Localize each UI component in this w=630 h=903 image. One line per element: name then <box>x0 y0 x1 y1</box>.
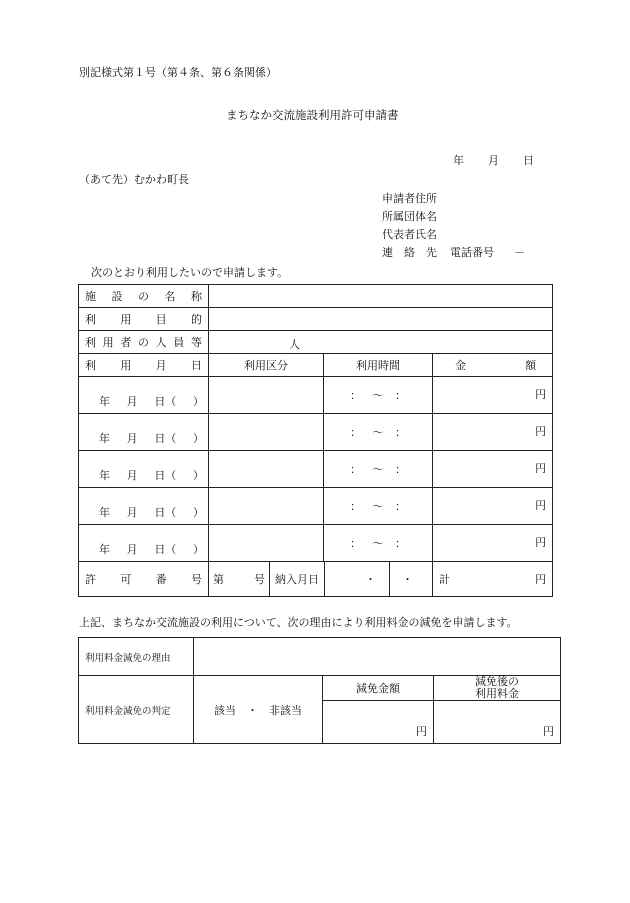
row-amount[interactable]: 円 <box>433 488 553 525</box>
intro-text: 次のとおり利用したいので申請します。 <box>91 266 289 279</box>
table-row <box>79 414 553 451</box>
applicant-phone-separator: － <box>514 246 525 259</box>
payment-spacer <box>390 562 433 597</box>
applicant-contact-label: 連 絡 先 <box>382 246 437 259</box>
reduced-amount-field[interactable]: 円 <box>323 701 434 744</box>
header-row <box>79 354 553 377</box>
facility-name-label: 施 設 の 名 称 <box>79 285 209 308</box>
date-year: 年 <box>453 154 464 167</box>
total-label: 計 <box>439 573 450 586</box>
permit-row <box>79 562 553 597</box>
reduction-reason-field[interactable] <box>194 638 561 676</box>
row-amount[interactable]: 円 <box>433 525 553 562</box>
table-row <box>79 377 553 414</box>
payment-date-label: 納 入 月 日 <box>270 562 325 596</box>
applicant-address-label: 申請者住所 <box>382 192 437 205</box>
reduction-reason-label: 利用料金減免の理由 <box>79 638 194 676</box>
total-yen: 円 <box>535 573 547 586</box>
payment-date-field[interactable]: ・ ・ <box>365 573 413 586</box>
payment-date-group <box>270 562 413 597</box>
reduction-judgment-label: 利用料金減免の判定 <box>79 676 194 744</box>
users-count-field[interactable] <box>209 331 553 354</box>
users-unit: 人 <box>289 338 300 351</box>
row-amount[interactable]: 円 <box>433 414 553 451</box>
page-title: まちなか交流施設利用許可申請書 <box>226 108 399 122</box>
row-date[interactable]: 年 月 日（ ） <box>79 377 209 414</box>
applicant-rep-label: 代表者氏名 <box>382 228 437 241</box>
date-month: 月 <box>488 154 499 167</box>
row-category[interactable] <box>209 488 324 525</box>
reduction-intro: 上記、まちなか交流施設の利用について、次の理由により利用料金の減免を申請します。 <box>79 616 518 629</box>
addressee: （あて先）むかわ町長 <box>79 173 189 186</box>
reduction-judgment-options[interactable]: 該当 ・ 非該当 <box>194 676 323 744</box>
form-number: 別記様式第１号（第４条、第６条関係） <box>79 66 277 79</box>
row-time[interactable]: ： ～ ： <box>324 525 433 562</box>
category-header: 利用区分 <box>209 354 324 377</box>
usage-table <box>78 284 553 597</box>
row-date[interactable]: 年 月 日（ ） <box>79 525 209 562</box>
applicant-phone-label: 電話番号 <box>450 246 494 259</box>
facility-name-field[interactable] <box>209 285 553 308</box>
reduction-table <box>78 637 561 744</box>
row-time[interactable]: ： ～ ： <box>324 377 433 414</box>
purpose-field[interactable] <box>209 308 553 331</box>
row-amount[interactable]: 円 <box>433 451 553 488</box>
row-date[interactable]: 年 月 日（ ） <box>79 414 209 451</box>
users-count-label: 利 用 者 の 人 員 等 <box>79 331 209 354</box>
purpose-row <box>79 308 553 331</box>
reduced-amount-header: 減免金額 <box>323 676 434 701</box>
amount-header: 金 額 <box>433 354 553 377</box>
row-category[interactable] <box>209 414 324 451</box>
row-amount[interactable]: 円 <box>433 377 553 414</box>
applicant-org-label: 所属団体名 <box>382 210 437 223</box>
after-fee-field[interactable]: 円 <box>434 701 561 744</box>
facility-name-row <box>79 285 553 308</box>
users-row <box>79 331 553 354</box>
permit-number-field[interactable]: 第 号 <box>209 562 270 597</box>
judgment-row-top <box>79 676 561 701</box>
date-header: 利 用 月 日 <box>79 354 209 377</box>
table-row <box>79 488 553 525</box>
after-fee-header: 減免後の 利用料金 <box>434 676 561 701</box>
table-row <box>79 525 553 562</box>
row-time[interactable]: ： ～ ： <box>324 488 433 525</box>
time-header: 利用時間 <box>324 354 433 377</box>
row-category[interactable] <box>209 525 324 562</box>
purpose-label: 利 用 目 的 <box>79 308 209 331</box>
row-category[interactable] <box>209 451 324 488</box>
total-field[interactable] <box>433 562 553 597</box>
row-time[interactable]: ： ～ ： <box>324 451 433 488</box>
row-category[interactable] <box>209 377 324 414</box>
row-time[interactable]: ： ～ ： <box>324 414 433 451</box>
permit-number-label: 許 可 番 号 <box>79 562 209 597</box>
reason-row <box>79 638 561 676</box>
table-row <box>79 451 553 488</box>
row-date[interactable]: 年 月 日（ ） <box>79 488 209 525</box>
row-date[interactable]: 年 月 日（ ） <box>79 451 209 488</box>
date-day: 日 <box>523 154 534 167</box>
